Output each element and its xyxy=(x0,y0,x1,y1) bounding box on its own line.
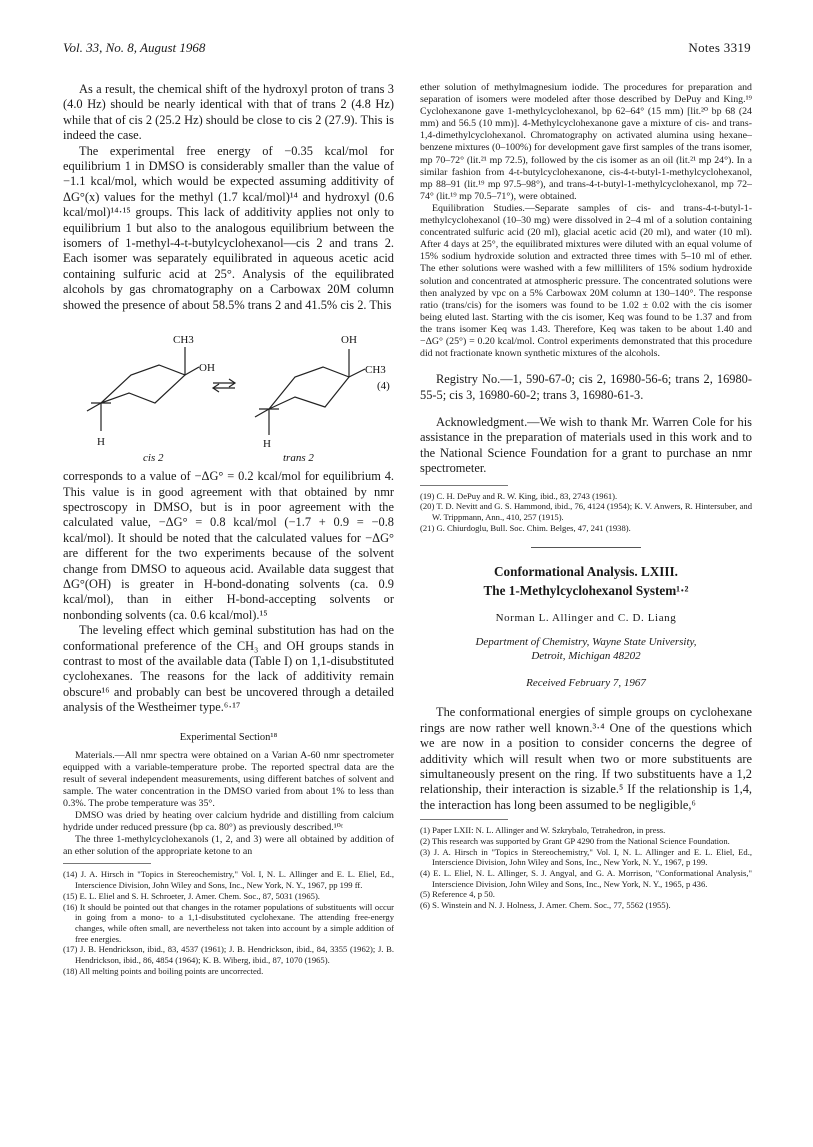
affiliation-line: Detroit, Michigan 48202 xyxy=(531,649,641,662)
footnote-rule xyxy=(420,819,508,820)
oh-label: OH xyxy=(199,362,215,375)
experimental-paragraph: ether solution of methylmagnesium iodide. The procedures for preparation and separation of isomers were modeled after those described by DePuy and King.¹⁹ Cyclohexanone gave 1-methylcyclohexanol, bp 62–64° (15 mm) [lit.²⁰ bp 68 (24 mm) and 56.5 (10 mm)]. 4-Methylcyclohexanone gave a mixture of cis- and trans-1,4-dimethylcyclohexanol. Chromatography on activated alumina using hexane–benzene mixtures (0–100%) for development gave first samples of the trans isomer, mp 70–72° (lit.²¹ mp 72.5), followed by the cis isomer as an oil (lit.²¹ mp 24°). In a similar fashion from 4-t-butylcyclohexanone, cis-4-t-butyl-1-methylcyclohexanol, mp 88–91 (lit.¹⁹ mp 97.5–98°), and trans-4-t-butyl-1-methylcyclohexanol, mp 72–74° (lit.¹⁹ mp 70.5–71°), were obtained. xyxy=(420,82,752,202)
experimental-paragraph: Materials.—All nmr spectra were obtained on a Varian A-60 nmr spectrometer equipped with a variable-temperature probe. The reported spectral data are the result of several independent measurements, using different batches of solvent and sample. The water concentration in the DMSO varied from about 1% to less than 0.3%. The probe temperature was 35°. xyxy=(63,749,394,809)
footnote: (17) J. B. Hendrickson, ibid., 83, 4537 (1961); J. B. Hendrickson, ibid., 84, 3355 (1962); J. B. Hendrickson, ibid., 86, 4854 (1964); K. B. Wiberg, ibid., 87, 1070 (1965). xyxy=(63,944,394,966)
footnote: (3) J. A. Hirsch in "Topics in Stereochemistry," Vol. I, N. L. Allinger and E. L. Eliel, Ed., Interscience Division, John Wiley and Sons, Inc., New York, N. Y., 1967, p 199. xyxy=(420,846,752,868)
footnote: (21) G. Chiurdoglu, Bull. Soc. Chim. Belges, 47, 241 (1938). xyxy=(420,522,631,533)
footnotes xyxy=(420,491,752,534)
left-column xyxy=(63,82,394,976)
paragraph: The experimental free energy of −0.35 kcal/mol for equilibrium 1 in DMSO is considerably smaller than the value of −1.1 kcal/mol, which would be expected assuming additivity of ΔG°(x) values for the methyl (1.7 kcal/mol)¹⁴ and hydroxyl (0.6 kcal/mol)¹⁴·¹⁵ groups. This lack of additivity applies not only to equilibrium 1 but also to the analogous equilibrium between the isomers of 1-methyl-4-t-butylcyclohexanol—cis 2 and trans 2. Each isomer was separately equilibrated in aqueous acetic acid containing sulfuric acid at 25°. Analysis of the equilibrated alcohols by gas chromatography on a Carbowax 20M column showed the presence of about 58.5% trans 2 and 41.5% cis 2. This xyxy=(63,143,394,312)
footnote: (1) Paper LXII: N. L. Allinger and W. Szkrybalo, Tetrahedron, in press. xyxy=(420,825,666,836)
authors: Norman L. Allinger and C. D. Liang xyxy=(495,612,677,625)
footnote: (18) All melting points and boiling points are uncorrected. xyxy=(63,965,264,976)
article-title: Conformational Analysis. LXIII. xyxy=(494,564,678,580)
footnote: (19) C. H. DePuy and R. W. King, ibid., 83, 2743 (1961). xyxy=(420,490,618,501)
article-subtitle: The 1-Methylcyclohexanol System¹·² xyxy=(483,583,689,599)
paragraph: corresponds to a value of −ΔG° = 0.2 kcal/mol for equilibrium 4. This value is in good agreement with that obtained by nmr spectroscopy in DMSO, but is in poor agreement with the calculated value, −ΔG° = 0.8 kcal/mol (−1.7 + 0.9 = −0.8 kcal/mol). It should be noted that the calculated values for −ΔG° are different for the two experiments because of the solvent change from DMSO to aqueous acid. Available data suggest that ΔG°(OH) is greater in H-bond-donating solvents (ca. 0.9 kcal/mol), than in either H-bond-accepting solvents or nonbonding solvents (ca. 0.6 kcal/mol).¹⁵ xyxy=(63,469,394,622)
acknowledgment: Acknowledgment.—We wish to thank Mr. Warren Cole for his assistance in the preparation of materials used in this work and to the National Science Foundation for a grant to purchase an nmr spectrometer. xyxy=(420,414,752,476)
h-label: H xyxy=(263,438,271,451)
footnote-rule xyxy=(63,863,151,864)
section-heading: Experimental Section¹⁸ xyxy=(179,731,278,743)
footnotes xyxy=(63,869,394,976)
experimental-paragraph: The three 1-methylcyclohexanols (1, 2, and 3) were all obtained by addition of an ether solution of the appropriate ketone to an xyxy=(63,834,394,858)
journal-citation: Vol. 33, No. 8, August 1968 xyxy=(63,40,206,55)
equilibrium-figure xyxy=(63,317,394,463)
experimental-paragraph: Equilibration Studies.—Separate samples of cis- and trans-4-t-butyl-1-methylcyclohexanol (10–30 mg) were dissolved in 2–4 ml of a solution containing concentrated sulfuric acid (20 ml), glacial acetic acid (20 ml), and water (10 ml). After 4 days at 25°, the equilibrated mixtures were diluted with an equal volume of 15% sodium hydroxide solution and extracted three times with 5–10 ml of ether. The ether solutions were washed with a few milliliters of 15% sodium hydroxide solution and concentrated at atmospheric pressure. The concentrated solutions were then analyzed by vpc on a 5% Carbowax 20M column at 130–140°. The response ratio (trans/cis) for the isomers was found to be 1.02 ± 0.02 with the cis isomer being eluted last. Starting with the cis isomer, Keq was found to be 1.37 and from the trans isomer Keq was 1.43. Therefore, Keq was taken to be about 1.40 and −ΔG° (25°) = 0.20 kcal/mol. Control experiments demonstrated that this procedure did not fractionate known synthetic mixtures of the alcohols. xyxy=(420,202,752,360)
received-date: Received February 7, 1967 xyxy=(526,677,646,690)
ch3-label: CH3 xyxy=(173,334,194,347)
oh-label: OH xyxy=(341,334,357,347)
paragraph: The leveling effect which geminal substitution has had on the conformational preference of the CH₃ and OH groups stands in contrast to most of the available data (Table I) on 1,1-disubstituted cyclohexanes. The reasons for the lack of additivity remain obscure¹⁶ and probably can best be uncovered through a detailed analysis of the Westheimer type.⁶·¹⁷ xyxy=(63,623,394,715)
experimental-paragraph: DMSO was dried by heating over calcium hydride and distilling from calcium hydride under reduced pressure (bp ca. 80°) as previously described.¹⁰ᶜ xyxy=(63,810,394,834)
footnote: (5) Reference 4, p 50. xyxy=(420,889,495,900)
intro-paragraph: The conformational energies of simple groups on cyclohexane rings are now rather well known.³·⁴ One of the questions which we are now in a position to consider concerns the degree of additivity which will result when two or more substituents are simultaneously present on the ring. If two substituents have a 1,2 relationship, their interaction is sizable.⁵ If the relationship is 1,4, the interaction has long been assumed to be negligible,⁶ xyxy=(420,705,752,812)
equation-number: (4) xyxy=(377,380,390,393)
trans-2-label: trans 2 xyxy=(283,452,314,464)
footnote: (14) J. A. Hirsch in "Topics in Stereochemistry," Vol. I, N. L. Allinger and E. L. Eliel, Ed., Interscience Division, John Wiley and Sons, Inc., New York, N. Y., 1967, pp 199 ff. xyxy=(63,869,394,891)
footnote-rule xyxy=(420,485,508,486)
affiliation-line: Department of Chemistry, Wayne State University, xyxy=(475,636,697,649)
right-column xyxy=(420,82,752,911)
ch3-label: CH3 xyxy=(365,364,386,377)
article-separator xyxy=(531,547,641,548)
chair-conformers-drawing xyxy=(63,317,394,463)
footnote: (4) E. L. Eliel, N. L. Allinger, S. J. Angyal, and G. A. Morrison, "Conformational Analysis," Interscience Division, John Wiley and Sons, Inc., New York, N. Y., 1965, p 436. xyxy=(420,868,752,889)
footnote: (20) T. D. Nevitt and G. S. Hammond, ibid., 76, 4124 (1954); K. V. Anwers, R. Hintersuber, and W. Trippmann, Ann., 410, 257 (1915). xyxy=(420,501,752,522)
page-number: Notes 3319 xyxy=(688,40,751,55)
footnote: (16) It should be pointed out that changes in the rotamer populations of substituents will occur in going from a mono- to a 1,1-disubstituted cyclohexane. The attending free-energy changes, while often small, are nevertheless not taken into account by a simple addition of free energies. xyxy=(63,901,394,944)
footnote: (6) S. Winstein and N. J. Holness, J. Amer. Chem. Soc., 77, 5562 (1955). xyxy=(420,900,671,911)
footnotes xyxy=(420,825,752,911)
footnote: (15) E. L. Eliel and S. H. Schroeter, J. Amer. Chem. Soc., 87, 5031 (1965). xyxy=(63,890,320,901)
affiliation xyxy=(420,636,752,663)
footnote: (2) This research was supported by Grant GP 4290 from the National Science Foundation. xyxy=(420,835,730,846)
h-label: H xyxy=(97,436,105,449)
paragraph: As a result, the chemical shift of the hydroxyl proton of trans 3 (4.0 Hz) should be nearly identical with that of trans 2 (4.8 Hz) while that of cis 2 (25.2 Hz) should be close to cis 2 (27.9). This is indeed the case. xyxy=(63,82,394,143)
running-header xyxy=(63,40,751,58)
registry-numbers: Registry No.—1, 590-67-0; cis 2, 16980-56-6; trans 2, 16980-55-5; cis 3, 16980-60-2; trans 3, 16980-61-3. xyxy=(420,372,752,402)
cis-2-label: cis 2 xyxy=(143,452,164,464)
